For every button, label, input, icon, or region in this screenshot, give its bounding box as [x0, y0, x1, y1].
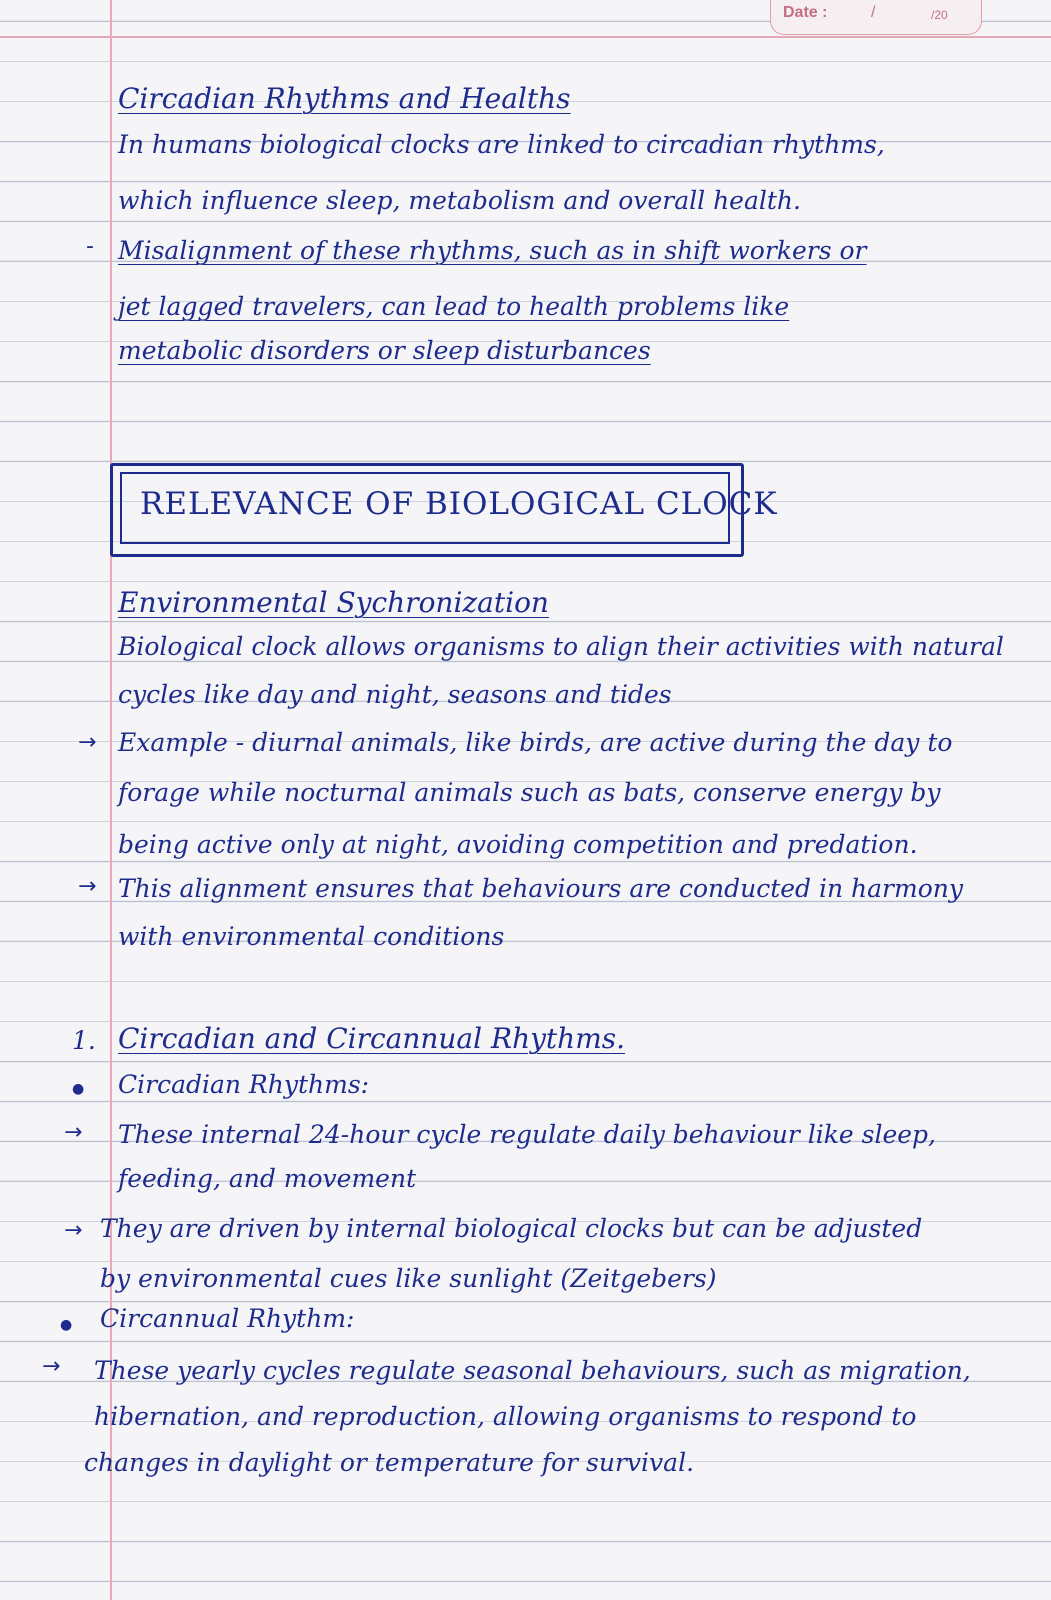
section3-number: 1. — [72, 1026, 96, 1055]
section2-line: forage while nocturnal animals such as bats, conserve energy by — [118, 778, 941, 807]
dash-bullet: - — [86, 234, 94, 259]
section1-line: In humans biological clocks are linked to circadian rhythms, — [118, 130, 885, 159]
date-year: /20 — [931, 8, 948, 22]
section2-line: being active only at night, avoiding competition and predation. — [118, 830, 918, 859]
section2-line: cycles like day and night, seasons and tides — [118, 680, 672, 709]
section3-line: These internal 24-hour cycle regulate daily behaviour like sleep, — [118, 1120, 936, 1149]
circadian-subheading: Circadian Rhythms: — [118, 1070, 370, 1099]
arrow-icon: → — [64, 1120, 83, 1145]
date-slash: / — [871, 4, 876, 21]
section1-line: jet lagged travelers, can lead to health problems like — [118, 292, 790, 321]
section3-line: These yearly cycles regulate seasonal behaviours, such as migration, — [94, 1356, 971, 1385]
section1-line: which influence sleep, metabolism and overall health. — [118, 186, 801, 215]
section2-line: with environmental conditions — [118, 922, 505, 951]
section3-line: hibernation, and reproduction, allowing organisms to respond to — [94, 1402, 917, 1431]
arrow-icon: → — [42, 1354, 61, 1379]
circannual-subheading: Circannual Rhythm: — [100, 1304, 355, 1333]
section3-line: They are driven by internal biological clocks but can be adjusted — [100, 1214, 923, 1243]
section2-line: Example - diurnal animals, like birds, are active during the day to — [118, 728, 953, 757]
section1-line: metabolic disorders or sleep disturbances — [118, 336, 651, 365]
section2-title: Environmental Sychronization — [118, 586, 549, 619]
section3-title: Circadian and Circannual Rhythms. — [118, 1022, 626, 1055]
date-box — [770, 0, 982, 35]
dot-bullet: ● — [72, 1081, 85, 1097]
section3-line: changes in daylight or temperature for survival. — [84, 1448, 695, 1477]
section3-line: by environmental cues like sunlight (Zeitgebers) — [100, 1264, 717, 1293]
section1-title: Circadian Rhythms and Healths — [118, 82, 571, 115]
date-label: Date : — [783, 4, 828, 21]
dot-bullet: ● — [60, 1317, 73, 1333]
section2-line: This alignment ensures that behaviours are conducted in harmony — [118, 874, 963, 903]
arrow-icon: → — [78, 874, 97, 899]
top-margin-rule — [0, 36, 1051, 38]
arrow-icon: → — [78, 730, 97, 755]
arrow-icon: → — [64, 1218, 83, 1243]
section1-line: Misalignment of these rhythms, such as in shift workers or — [118, 236, 867, 265]
section2-line: Biological clock allows organisms to align their activities with natural — [118, 632, 1004, 661]
relevance-heading: RELEVANCE OF BIOLOGICAL CLOCK — [140, 486, 778, 522]
section3-line: feeding, and movement — [118, 1164, 417, 1193]
